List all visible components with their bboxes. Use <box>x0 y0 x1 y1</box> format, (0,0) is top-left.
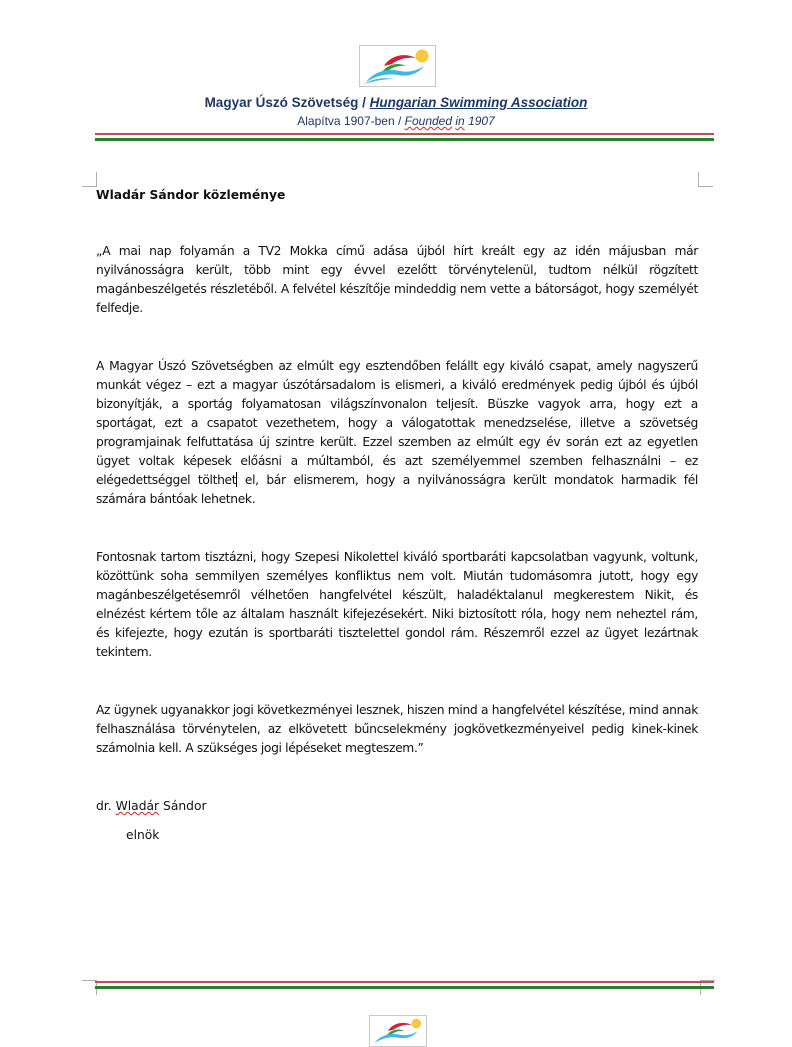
paragraph: Az ügynek ugyanakkor jogi következményei lesznek, hiszen mind a hangfelvétel készítése, mind annak felhasználása törvénytelen, az elkövetett bűncselekmény jogkövetkezményeivel pedig kinek-kinek számolnia kell. A szükséges jogi lépéseket megteszem.” <box>96 703 698 755</box>
margin-corner-mark <box>698 172 713 187</box>
founded-en: Founded in 1907 <box>404 114 495 128</box>
paragraph: „A mai nap folyamán a TV2 Mokka című adása újból hírt kreált egy az idén májusban már nyilvánosságra került, több mint egy évvel ezelőtt törvénytelenül, tudtom nélkül rögzített magánbeszélgetés részletéből. A felvétel készítője mindeddig nem vette a bátorságot, hogy személyét felfedje. <box>96 244 698 315</box>
text-cursor <box>236 472 237 487</box>
footer-red-rule <box>95 981 714 983</box>
founded-line <box>0 114 792 128</box>
organization-name-en: Hungarian Swimming Association <box>369 95 588 110</box>
organization-name-hu: Magyar Úszó Szövetség / <box>204 95 366 110</box>
paragraph: Fontosnak tartom tisztázni, hogy Szepesi Nikolettel kiváló sportbaráti kapcsolatban vagyunk, voltunk, közöttünk soha semmilyen személyes konfliktus nem volt. Miután tudomásomra jutott, hogy egy magánbeszélgetésemről vélhetően hangfelvétel készült, haladéktalanul megkerestem Nikit, és elnézést kértem tőle az általam használt kifejezésekért. Niki biztosított róla, hogy nem neheztel rám, és kifejezte, hogy ezután is sportbaráti tisztelettel gondol rám. Részemről ezzel az ügyet lezártnak tekintem. <box>96 550 698 659</box>
margin-corner-mark <box>82 172 97 187</box>
header-red-rule <box>95 133 714 135</box>
document-body[interactable] <box>96 186 698 845</box>
swimmer-logo-icon <box>370 1016 426 1046</box>
organization-name <box>0 95 792 110</box>
signature-name: dr. Wladár Sándor <box>96 799 207 813</box>
association-logo <box>359 45 436 87</box>
document-title: Wladár Sándor közleménye <box>96 188 286 202</box>
header-green-rule <box>95 138 714 141</box>
swimmer-logo-icon <box>360 46 435 86</box>
footer-green-rule <box>95 986 714 989</box>
paragraph: A Magyar Úszó Szövetségben az elmúlt egy esztendőben felállt egy kiváló csapat, amely nagyszerű munkát végez – ezt a magyar úszótársadalom is elismeri, a kiváló eredmények pedig újból és újból bizonyítják, a sportág folyamatosan világszínvonalon teljesít. Büszke vagyok arra, hogy ezt a sportágat, ezt a csapatot vezethetem, hogy a válogatottak menedzselése, illetve a szövetség programjainak felfuttatása új szintre került. Ezzel szemben az elmúlt egy év során ezt az egyetlen ügyet voltak képesek előásni a múltamból, és azt személyemmel szemben felhasználni – ez elégedettséggel tölthet el, bár elismerem, hogy a nyilvánosságra került mondatok harmadik fél számára bántóak lehetnek. <box>96 359 698 506</box>
signature-role: elnök <box>126 828 160 842</box>
next-page-logo <box>369 1015 427 1047</box>
founded-hu: Alapítva 1907-ben / <box>297 114 402 128</box>
